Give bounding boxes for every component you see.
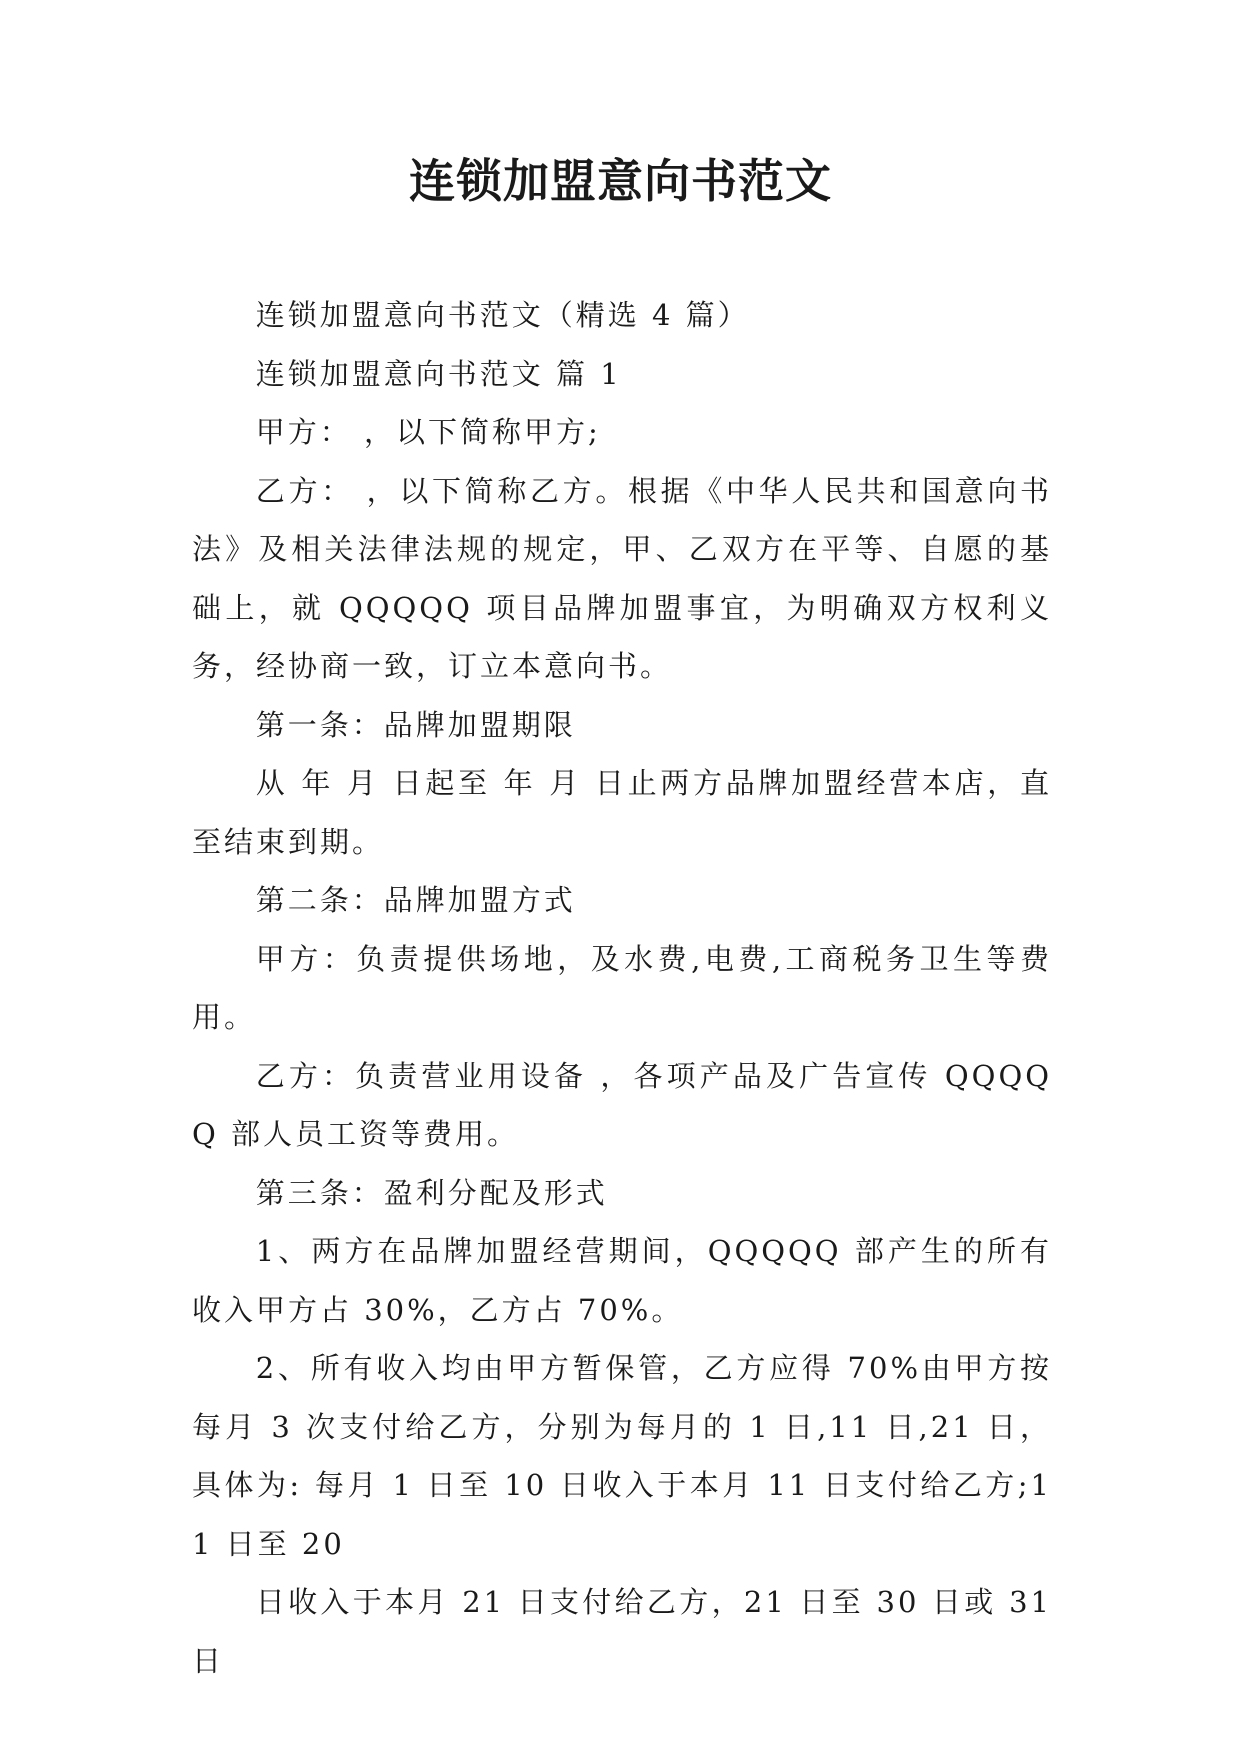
paragraph-article-2-party-b: 乙方：负责营业用设备 ，各项产品及广告宣传 QQQQQ 部人员工资等费用。	[192, 1058, 1052, 1151]
paragraph-article-3-heading: 第三条：盈利分配及形式	[255, 1175, 608, 1210]
document-body	[192, 286, 1052, 1690]
paragraph-party-a: 甲方： ，以下简称甲方;	[255, 415, 601, 449]
paragraph-article-1-body: 从 年 月 日起至 年 月 日止两方品牌加盟经营本店，直至结束到期。	[192, 766, 1052, 859]
paragraph-article-3-item-2-cont: 日收入于本月 21 日支付给乙方，21 日至 30 日或 31 日	[192, 1585, 1052, 1678]
paragraph-subtitle: 连锁加盟意向书范文（精选 4 篇）	[255, 298, 750, 332]
paragraph-party-b: 乙方： ，以下简称乙方。根据《中华人民共和国意向书法》及相关法律法规的规定，甲、乙双方在平等、自愿的基础上，就 QQQQQ 项目品牌加盟事宜，为明确双方权利义务，经协商一致，订立本意向书。	[192, 473, 1052, 683]
paragraph-article-2-heading: 第二条：品牌加盟方式	[255, 883, 576, 917]
paragraph-article-1-heading: 第一条：品牌加盟期限	[255, 707, 576, 742]
paragraph-article-3-item-2: 2、所有收入均由甲方暂保管，乙方应得 70%由甲方按每月 3 次支付给乙方，分别为每月的 1 日,11 日,21 日，具体为: 每月 1 日至 10 日收入于本月 11 日支付给乙方;11 日至 20	[192, 1351, 1052, 1561]
paragraph-article-2-party-a: 甲方：负责提供场地，及水费,电费,工商税务卫生等费用。	[192, 941, 1052, 1034]
paragraph-article-3-item-1: 1、两方在品牌加盟经营期间，QQQQQ 部产生的所有收入甲方占 30%，乙方占 70%。	[192, 1234, 1052, 1327]
document-title: 连锁加盟意向书范文	[409, 154, 832, 208]
paragraph-section-heading: 连锁加盟意向书范文 篇 1	[255, 356, 622, 391]
